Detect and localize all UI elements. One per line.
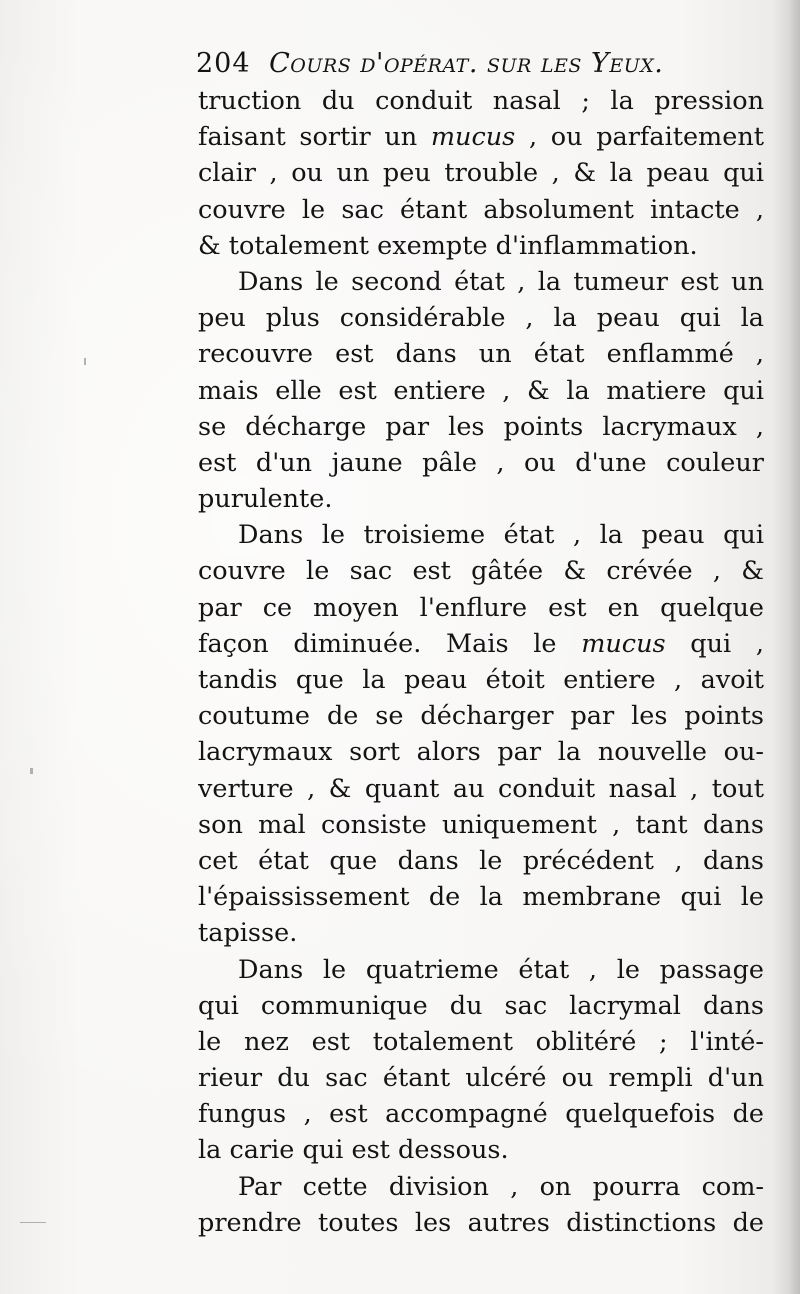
text-line <box>198 734 764 770</box>
text-line <box>198 1096 764 1132</box>
text-line <box>198 988 764 1024</box>
text-line <box>198 879 764 915</box>
text-line <box>198 626 764 662</box>
text-line <box>198 192 764 228</box>
text-run: mais elle est entiere , & la matiere qui <box>198 375 764 406</box>
text-line <box>198 1169 764 1205</box>
text-run: son mal consiste uniquement , tant dans <box>198 809 764 840</box>
text-run: purulente. <box>198 484 333 515</box>
text-run: Par cette division , on pourra com- <box>238 1171 764 1202</box>
text-line <box>198 662 764 698</box>
text-run: Dans le quatrieme état , le passage <box>238 954 764 985</box>
text-line <box>198 771 764 807</box>
paragraph <box>198 264 764 517</box>
text-run: qui communique du sac lacrymal dans <box>198 990 764 1021</box>
text-line <box>198 807 764 843</box>
margin-speck <box>20 1222 46 1223</box>
margin-speck <box>84 358 86 365</box>
text-line <box>198 952 764 988</box>
paragraph <box>198 517 764 951</box>
text-run: est d'un jaune pâle , ou d'une couleur <box>198 447 764 478</box>
text-run: Dans le troisieme état , la peau qui <box>238 520 764 551</box>
text-run: Dans le second état , la tumeur est un <box>238 266 764 297</box>
text-run: & totalement exempte d'inflammation. <box>198 230 698 261</box>
text-run: le nez est totalement oblitéré ; l'inté- <box>198 1026 764 1057</box>
text-run: se décharge par les points lacrymaux , <box>198 411 764 442</box>
text-line <box>198 300 764 336</box>
italic-term: mucus <box>581 628 666 659</box>
text-line <box>198 336 764 372</box>
text-run: couvre le sac étant absolument intacte , <box>198 194 764 225</box>
text-run: lacrymaux sort alors par la nouvelle ou- <box>198 737 764 768</box>
paragraph <box>198 83 764 264</box>
text-run: truction du conduit nasal ; la pression <box>198 86 764 116</box>
text-line <box>198 409 764 445</box>
text-run: la carie qui est dessous. <box>198 1135 509 1166</box>
text-run: tapisse. <box>198 918 298 949</box>
running-title: Cours d'opérat. sur les Yeux. <box>269 48 664 79</box>
text-line <box>198 373 764 409</box>
text-run: verture , & quant au conduit nasal , tout <box>198 773 764 804</box>
paragraph <box>198 1169 764 1241</box>
paragraph <box>198 952 764 1169</box>
text-run: tandis que la peau étoit entiere , avoit <box>198 665 764 695</box>
text-line <box>198 83 764 119</box>
page-number: 204 <box>196 48 251 79</box>
text-line <box>198 915 764 951</box>
body-text <box>198 83 764 1241</box>
text-run: clair , ou un peu trouble , & la peau qui <box>198 158 764 189</box>
text-line <box>198 553 764 589</box>
text-run: recouvre est dans un état enflammé , <box>198 339 764 370</box>
text-run: façon diminuée. Mais le <box>198 628 582 659</box>
text-run: l'épaississement de la membrane qui le <box>198 882 764 913</box>
text-run: peu plus considérable , la peau qui la <box>198 303 764 334</box>
text-run: prendre toutes les autres distinctions de <box>198 1207 764 1238</box>
text-run: fungus , est accompagné quelquefois de <box>198 1099 764 1130</box>
text-run: , ou parfaitement <box>515 122 764 153</box>
text-line <box>198 843 764 879</box>
text-run: coutume de se décharger par les points <box>198 701 764 732</box>
text-line <box>198 264 764 300</box>
text-line <box>198 155 764 191</box>
text-line <box>198 517 764 553</box>
text-line <box>198 590 764 626</box>
text-line <box>198 228 764 264</box>
text-line <box>198 481 764 517</box>
text-run: qui , <box>665 628 764 659</box>
italic-term: mucus <box>430 122 516 153</box>
text-line <box>198 1205 764 1241</box>
page-gutter-shadow <box>772 0 800 1294</box>
text-run: par ce moyen l'enflure est en quelque <box>198 592 764 623</box>
text-run: cet état que dans le précédent , dans <box>198 845 764 876</box>
text-run: rieur du sac étant ulcéré ou rempli d'un <box>198 1063 764 1094</box>
text-line <box>198 1132 764 1168</box>
margin-speck <box>30 768 33 774</box>
text-line <box>198 1024 764 1060</box>
text-line <box>198 698 764 734</box>
text-line <box>198 1060 764 1096</box>
text-line <box>198 119 764 155</box>
text-run: faisant sortir un <box>198 122 431 153</box>
running-head <box>196 44 768 84</box>
text-line <box>198 445 764 481</box>
text-run: couvre le sac est gâtée & crévée , & <box>198 556 764 587</box>
